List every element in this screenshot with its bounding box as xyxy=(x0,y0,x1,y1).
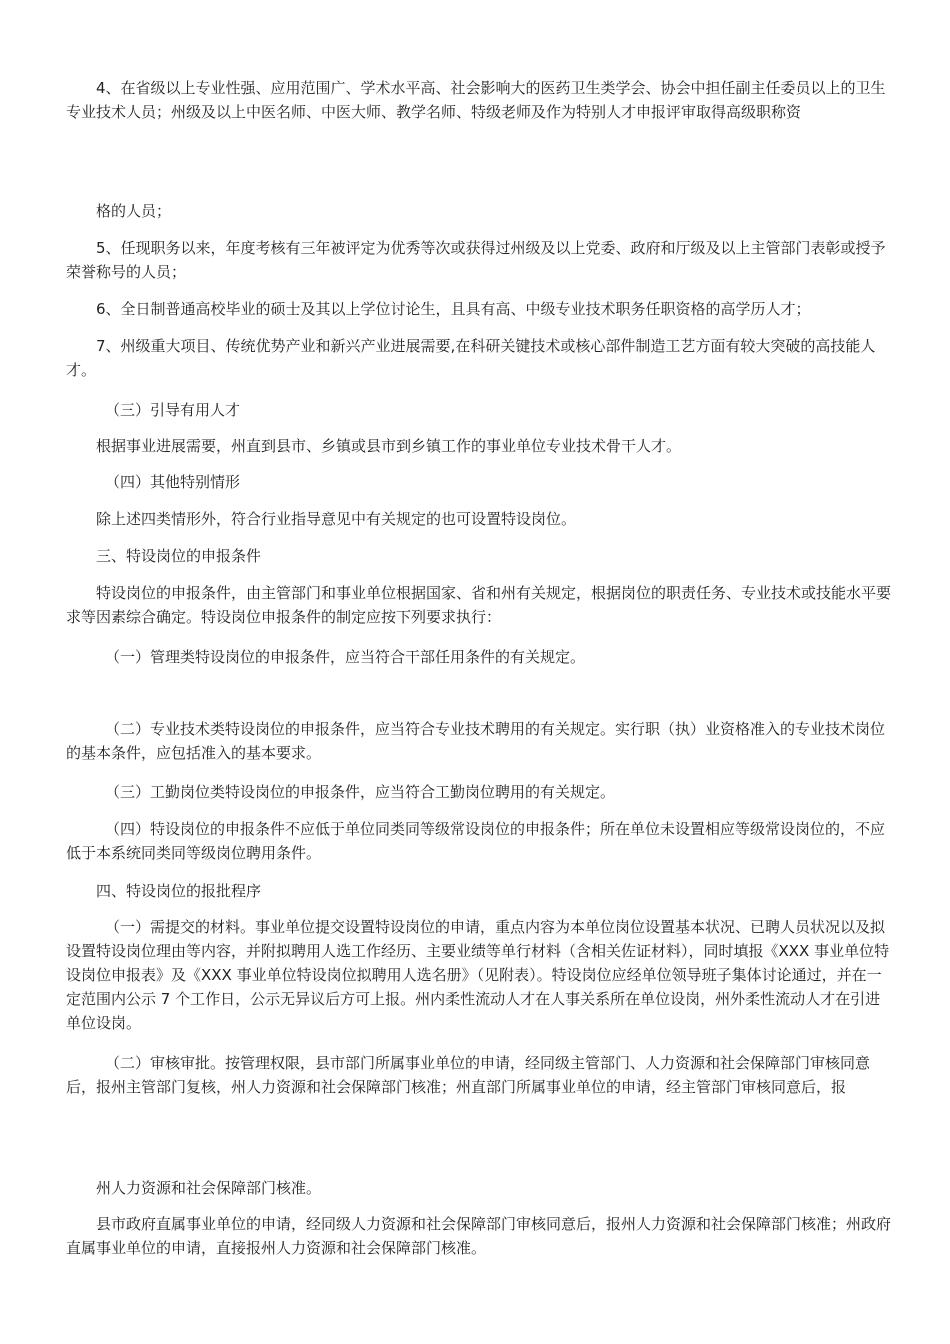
paragraph-item-7: 7、州级重大项目、传统优势产业和新兴产业进展需要,在科研关键技术或核心部件制造工艺方面有较大突破的高技能人才。 xyxy=(66,337,876,379)
paragraph-item-6: 6、全日制普通高校毕业的硕士及其以上学位讨论生，且具有高、中级专业技术职务任职资格的高学历人才； xyxy=(96,300,811,318)
paragraph-procedure-2: （二）审核审批。按管理权限，县市部门所属事业单位的申请，经同级主管部门、人力资源和社会保障部门审核同意后，报州主管部门复核，州人力资源和社会保障部门核准；州直部门所属事业单位的申请，经主管部门审核同意后，报 xyxy=(66,1054,871,1096)
paragraph-section-4-body: 除上述四类情形外，符合行业指导意见中有关规定的也可设置特设岗位。 xyxy=(96,510,577,528)
chapter-heading-3: 三、特设岗位的申报条件 xyxy=(96,547,262,565)
paragraph-condition-4: （四）特设岗位的申报条件不应低于单位同类同等级常设岗位的申报条件；所在单位未设置相应等级常设岗位的，不应低于本系统同类同等级岗位聘用条件。 xyxy=(66,820,886,862)
section-heading-4: （四）其他特别情形 xyxy=(105,473,241,491)
paragraph-section-3-body: 根据事业进展需要，州直到县市、乡镇或县市到乡镇工作的事业单位专业技术骨干人才。 xyxy=(96,437,682,455)
section-heading-3: （三）引导有用人才 xyxy=(105,401,241,419)
paragraph-procedure-final: 县市政府直属事业单位的申请，经同级人力资源和社会保障部门审核同意后，报州人力资源和社会保障部门核准；州政府直属事业单位的申请，直接报州人力资源和社会保障部门核准。 xyxy=(66,1215,892,1257)
paragraph-chapter-3-intro: 特设岗位的申报条件，由主管部门和事业单位根据国家、省和州有关规定，根据岗位的职责任务、专业技术或技能水平要求等因素综合确定。特设岗位申报条件的制定应按下列要求执行： xyxy=(66,584,892,626)
paragraph-procedure-1: （一）需提交的材料。事业单位提交设置特设岗位的申请，重点内容为本单位岗位设置基本状况、已聘人员状况以及拟设置特设岗位理由等内容，并附拟聘用人选工作经历、主要业绩等单行材料（含相关佐证材料），同时填报《XXX 事业单位特设岗位申报表》及《XXX 事业单位特设岗位拟聘用人选名册》（见附表）。特设岗位应经单位领导班子集体讨论通过，并在一定范围内公示 7 个工作日，公示无异议后方可上报。州内柔性流动人才在人事关系所在单位设岗，州外柔性流动人才在引进单位设岗。 xyxy=(66,918,890,1032)
paragraph-item-4: 4、在省级以上专业性强、应用范围广、学术水平高、社会影响大的医药卫生类学会、协会中担任副主任委员以上的卫生专业技术人员；州级及以上中医名师、中医大师、教学名师、特级老师及作为特别人才申报评审取得高级职称资 xyxy=(66,79,886,121)
paragraph-procedure-2-continued: 州人力资源和社会保障部门核准。 xyxy=(96,1179,322,1197)
chapter-heading-4: 四、特设岗位的报批程序 xyxy=(96,882,262,900)
paragraph-condition-1: （一）管理类特设岗位的申报条件，应当符合干部任用条件的有关规定。 xyxy=(105,648,586,666)
paragraph-item-4-continued: 格的人员； xyxy=(96,202,172,220)
paragraph-condition-3: （三）工勤岗位类特设岗位的申报条件，应当符合工勤岗位聘用的有关规定。 xyxy=(105,783,616,801)
paragraph-condition-2: （二）专业技术类特设岗位的申报条件，应当符合专业技术聘用的有关规定。实行职（执）业资格准入的专业技术岗位的基本条件，应包括准入的基本要求。 xyxy=(66,720,886,762)
paragraph-item-5: 5、任现职务以来，年度考核有三年被评定为优秀等次或获得过州级及以上党委、政府和厅级及以上主管部门表彰或授予荣誉称号的人员； xyxy=(66,239,886,281)
